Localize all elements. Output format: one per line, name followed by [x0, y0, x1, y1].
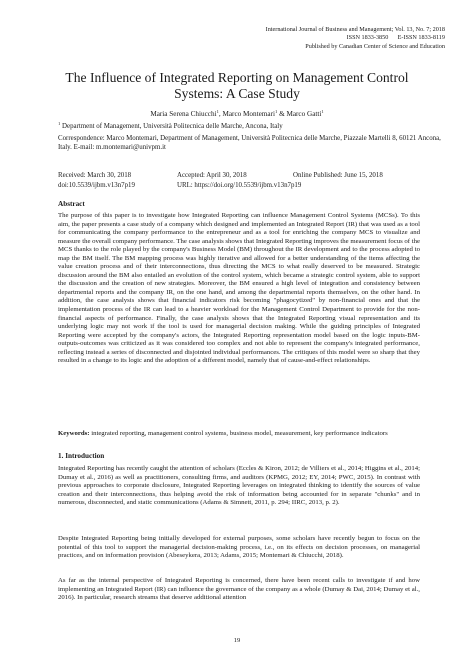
journal-header [266, 26, 445, 51]
introduction-paragraph: Integrated Reporting has recently caught the attention of scholars (Eccles & Kiron, 2012; de Villiers et al., 2014; Higgins et al., 2014; Dumay et al., 2016) as well as practitioners, consulting firms, and auditors (KPMG, 2012; EY, 2014; PWC, 2015). In contrast with previous approaches to corporate disclosure, Integrated Reporting leverages on integrated thinking to identify the sources of value creation and their interconnections, thus helping avoid the risk of information being accounted for in separate "chunks" and in numerous, disconnected, and static communications (Adams & Simnett, 2011, p. 294; IIRC, 2013, p. 2). [58, 465, 420, 507]
author-affiliation-mark: 1 [216, 109, 219, 114]
accepted-date: Accepted: April 30, 2018 [177, 172, 247, 179]
abstract-heading: Abstract [58, 200, 85, 208]
journal-header-line-1: International Journal of Business and Management; Vol. 13, No. 7; 2018 [265, 26, 445, 33]
received-date: Received: March 30, 2018 [58, 172, 132, 179]
affiliation [58, 119, 444, 131]
keywords-label: Keywords: [58, 430, 90, 437]
journal-header-line-2: ISSN 1833-3850 E-ISSN 1833-8119 [346, 34, 445, 42]
keywords-text: integrated reporting, management control systems, business model, measurement, key performance indicators [89, 430, 388, 437]
section-heading-introduction: 1. Introduction [58, 452, 105, 460]
correspondence: Correspondence: Marco Montemari, Department of Management, Università Politecnica delle Marche, Piazzale Martelli 8, 60121 Ancona, Italy. E-mail: m.montemari@univpm.it [58, 135, 441, 151]
author-separator: , [218, 110, 223, 118]
doi-url: URL: https://doi.org/10.5539/ijbm.v13n7p19 [177, 181, 302, 189]
author-separator: & [277, 110, 287, 118]
doi: doi:10.5539/ijbm.v13n7p19 [58, 181, 135, 189]
journal-header-line-3: Published by Canadian Center of Science and Education [305, 42, 445, 50]
author-name: Marco Montemari [222, 110, 275, 118]
affiliation-text: Department of Management, Università Politecnica delle Marche, Ancona, Italy [62, 123, 283, 130]
keywords [58, 430, 420, 439]
author-name: Maria Serena Chiucchi [150, 110, 217, 118]
abstract-text: The purpose of this paper is to investigate how Integrated Reporting can influence Management Control Systems (MCSs). To this aim, the paper presents a case study of a company which designed and implemented an Integrated Report (IR) that was used as a tool for communicating the company performance to the entrepreneur and as a tool for enriching the company MCS to visualize and measure the overall company performance. The case analysis shows that Integrated Reporting improves the measurement focus of the MCS thanks to the role played by the company's Business Model (BM) throughout the IR development and to the process adopted to map the BM itself. The BM mapping process was highly iterative and allowed for a better understanding of the items affecting the value creation process and of their interconnections, thus directing the MCS to what really deserved to be measured. Strategic discussion around the BM also entailed an evolution of the control system, which became a strategic control system, able to support the discussion and the creation of new strategies. Moreover, the BM ensured a high level of integration and consistency between departmental reports and the company IR, on the one hand, and among the departmental reports themselves, on the other hand. In addition, the case analysis shows that financial indicators risk becoming "phagocytized" by non-financial ones and that the implementation process of the IR can lead to a heavier workload for the Management Control Department to provide for the non-financial aspects of performance. Finally, the case analysis shows that the Integrated Reporting visual representation and its underlying logic may not work if the tool is used for managerial decision making. While the guiding principles of Integrated Reporting were accepted by the company's actors, the Integrated Reporting representation model based on the logic inputs-BM-outputs-outcomes was criticized as it was considered too complex and not able to represent the company's integrated performance, reflecting instead a series of disconnected and disjointed individual performances. The critiques of this model were so sharp that they resulted in a change to its logic and the adoption of a different model, namely that of cause-and-effect relationships. [58, 212, 420, 365]
author-affiliation-mark: 1 [274, 109, 278, 114]
introduction-paragraph: As far as the internal perspective of Integrated Reporting is concerned, there have been recent calls to investigate if and how implementing an Integrated Report (IR) can influence the governance of the company as a whole (Dumay & Dai, 2014; Dumay et al., 2016). In particular, research streams that deserve additional attention [58, 577, 420, 602]
page-number: 19 [233, 637, 241, 644]
introduction-paragraph: Despite Integrated Reporting being initially developed for external purposes, some scholars have recently begun to focus on the potential of this tool to support the managerial decision-making process, i.e., on its effects on decision processes, on managerial practices, and on information provision (Abeseykera, 2013; Adams, 2015; Montemari & Chiucchi, 2018). [58, 535, 420, 560]
affiliation-mark: 1 [58, 121, 61, 126]
publication-dates [58, 171, 448, 190]
online-published-date: Online Published: June 15, 2018 [293, 172, 383, 179]
author-list [0, 107, 474, 119]
author-affiliation-mark: 1 [321, 109, 324, 114]
paper-title: The Influence of Integrated Reporting on Management Control Systems: A Case Study [65, 70, 409, 101]
author-name: Marco Gatti [286, 110, 322, 118]
